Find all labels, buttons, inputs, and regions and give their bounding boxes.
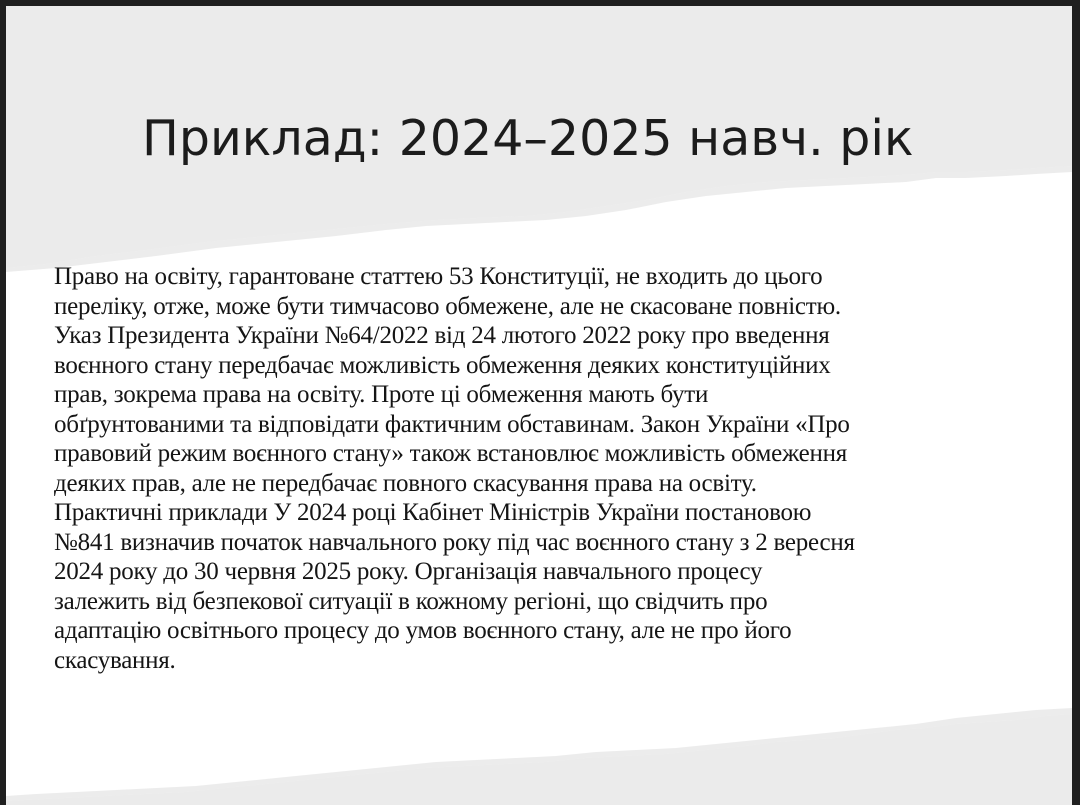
slide — [6, 6, 1072, 805]
body-line: правовий режим воєнного стану» також встановлює можливість обмеження — [54, 440, 848, 467]
body-line: Практичні приклади У 2024 році Кабінет Міністрів України постановою — [54, 499, 812, 526]
body-line: Указ Президента України №64/2022 від 24 лютого 2022 року про введення — [54, 322, 830, 349]
body-line: переліку, отже, може бути тимчасово обмежене, але не скасоване повністю. — [54, 292, 841, 320]
body-line: скасування. — [54, 646, 176, 674]
body-line: залежить від безпекової ситуації в кожному регіоні, що свідчить про — [54, 587, 768, 615]
body-line: адаптацію освітнього процесу до умов воєнного стану, але не про його — [54, 617, 792, 644]
body-line: Право на освіту, гарантоване статтею 53 Конституції, не входить до цього — [54, 263, 823, 290]
body-line: деяких прав, але не передбачає повного скасування права на освіту. — [54, 469, 757, 497]
body-line: обґрунтованими та відповідати фактичним обставинам. Закон України «Про — [54, 410, 850, 438]
body-line: прав, зокрема права на освіту. Проте ці обмеження мають бути — [54, 381, 709, 408]
body-line: воєнного стану передбачає можливість обмеження деяких конституційних — [54, 351, 831, 379]
slide-body-text — [54, 262, 1044, 675]
body-line: 2024 року до 30 червня 2025 року. Організація навчального процесу — [54, 558, 763, 585]
body-line: №841 визначив початок навчального року під час воєнного стану з 2 вересня — [54, 528, 855, 556]
slide-title: Приклад: 2024–2025 навч. рік — [142, 110, 914, 167]
